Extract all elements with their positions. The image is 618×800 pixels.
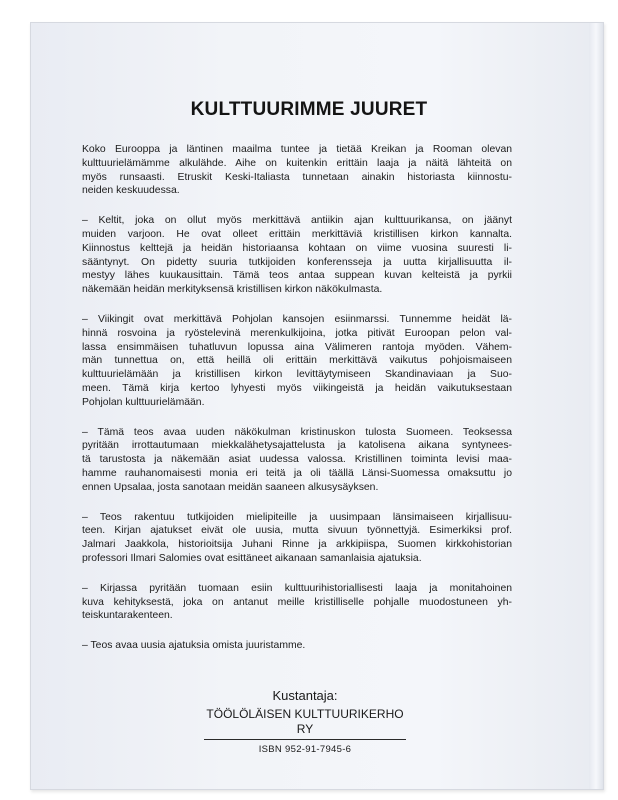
blurb-paragraph bbox=[82, 511, 512, 566]
blurb-paragraph bbox=[82, 639, 512, 653]
publisher-label: Kustantaja: bbox=[272, 688, 338, 703]
text-line: – Keltit, joka on ollut myös merkittävä antiikin ajan kulttuurikansa, on jäänyt bbox=[82, 215, 512, 227]
text-line: kulttuurielämämme alkulähde. Aihe on kuitenkin erittäin laaja ja näitä lähteitä on bbox=[82, 157, 512, 169]
text-line: neiden keskuudessa. bbox=[82, 185, 180, 197]
text-line: teiskuntarakenteen. bbox=[82, 610, 173, 622]
text-line: teen. Kirjan ajatukset eivät ole uusia, mutta sivuun työnnettyjä. Esimerkiksi prof. bbox=[82, 525, 512, 537]
text-line: hinnä rosvoina ja ryöstelevinä merenkulkijoina, jotka pitivät Euroopan pelon val- bbox=[82, 327, 512, 339]
cover-edge bbox=[589, 23, 603, 789]
text-line: hamme rauhanomaisesti monia eri teitä ja oli täällä Länsi-Suomessa omaksuttu jo bbox=[82, 467, 512, 479]
publisher-name: TÖÖLÖLÄISEN KULTTUURIKERHO RY bbox=[206, 707, 404, 736]
text-line: – Tämä teos avaa uuden näkökulman kristinuskon tulosta Suomeen. Teoksessa bbox=[82, 426, 512, 438]
text-line: – Kirjassa pyritään tuomaan esiin kulttuurihistoriallisesti laaja ja monitahoinen bbox=[82, 582, 512, 594]
publisher-underline bbox=[204, 739, 406, 740]
text-line: ennen Upsalaa, josta sanotaan meidän saaneen alkusysäyksen. bbox=[82, 481, 379, 493]
text-line: näkemään heidän merkityksensä kristillisen kirkon näkökulmasta. bbox=[82, 284, 383, 296]
text-line: män tunnettua on, että heillä oli erittäin merkittävä vaikutus pohjoismaiseen bbox=[82, 355, 512, 367]
blurb-paragraph bbox=[82, 143, 512, 198]
text-line: sääntynyt. On pidetty suuria tutkijoiden konferensseja ja uutta kirjallisuutta il- bbox=[82, 256, 512, 268]
text-line: mestyy lähes kuukausittain. Tämä teos antaa suppean kuvan kelteistä ja pyrkii bbox=[82, 270, 512, 282]
text-line: lassa ensimmäisen tuhatluvun lopussa aina Välimeren rantoja myöden. Vähem- bbox=[82, 341, 512, 353]
text-line: Koko Eurooppa ja läntinen maailma tuntee ja tietää Kreikan ja Rooman olevan bbox=[82, 144, 512, 155]
text-line: – Teos rakentuu tutkijoiden mielipiteille ja uusimpaan länsimaiseen kirjallisuu- bbox=[82, 511, 512, 523]
blurb-paragraph bbox=[82, 426, 512, 495]
text-line: meen. Tämä kirja kertoo lyhyesti myös viikingeistä ja heidän vaikutuksestaan bbox=[82, 382, 512, 394]
blurb-paragraph bbox=[82, 214, 512, 297]
text-line: myös runsaasti. Etruskit Keski-Italiasta tunnetaan ainakin historiasta kiinnostu- bbox=[82, 171, 512, 183]
blurb-paragraph bbox=[82, 313, 512, 410]
text-line: kulttuurielämään ja kristillisen kirkon levittäytymiseen Skandinaviaan ja Suo- bbox=[82, 369, 512, 381]
book-title: KULTTUURIMME JUURET bbox=[190, 99, 428, 120]
blurb-text bbox=[82, 143, 512, 669]
text-line: Jalmari Jaakkola, historioitsija Juhani Rinne ja arkkipiispa, Suomen kirkkohistorian bbox=[82, 539, 512, 551]
text-line: tä tarustosta ja näkemään asiat uudessa valossa. Kristillinen toiminta levisi maa- bbox=[82, 454, 512, 466]
publisher-block bbox=[200, 688, 410, 755]
blurb-paragraph bbox=[82, 582, 512, 623]
text-line: kuva kehityksestä, joka on antanut meille kristilliselle pohjalle muodostuneen yh- bbox=[82, 596, 512, 608]
text-line: – Teos avaa uusia ajatuksia omista juuristamme. bbox=[82, 640, 306, 652]
text-line: professori Ilmari Salomies ovat esittäneet aikanaan samanlaisia ajatuksia. bbox=[82, 552, 422, 564]
isbn: ISBN 952-91-7945-6 bbox=[258, 744, 352, 755]
text-line: Kiinnostus kelttejä ja heidän historiaansa kohtaan on viime vuosina suuresti li- bbox=[82, 242, 512, 254]
text-line: muiden varjoon. He ovat olleet erittäin merkittäviä kristillisen kirkon kannalta. bbox=[82, 228, 512, 240]
text-line: Pohjolan kulttuurielämään. bbox=[82, 396, 205, 408]
text-line: pyritään irrottautumaan miekkalähetysajattelusta ja katolisena aikana syntynees- bbox=[82, 440, 512, 452]
text-line: – Viikingit ovat merkittävä Pohjolan kansojen esiinmarssi. Tunnemme heidät lä- bbox=[82, 313, 512, 325]
